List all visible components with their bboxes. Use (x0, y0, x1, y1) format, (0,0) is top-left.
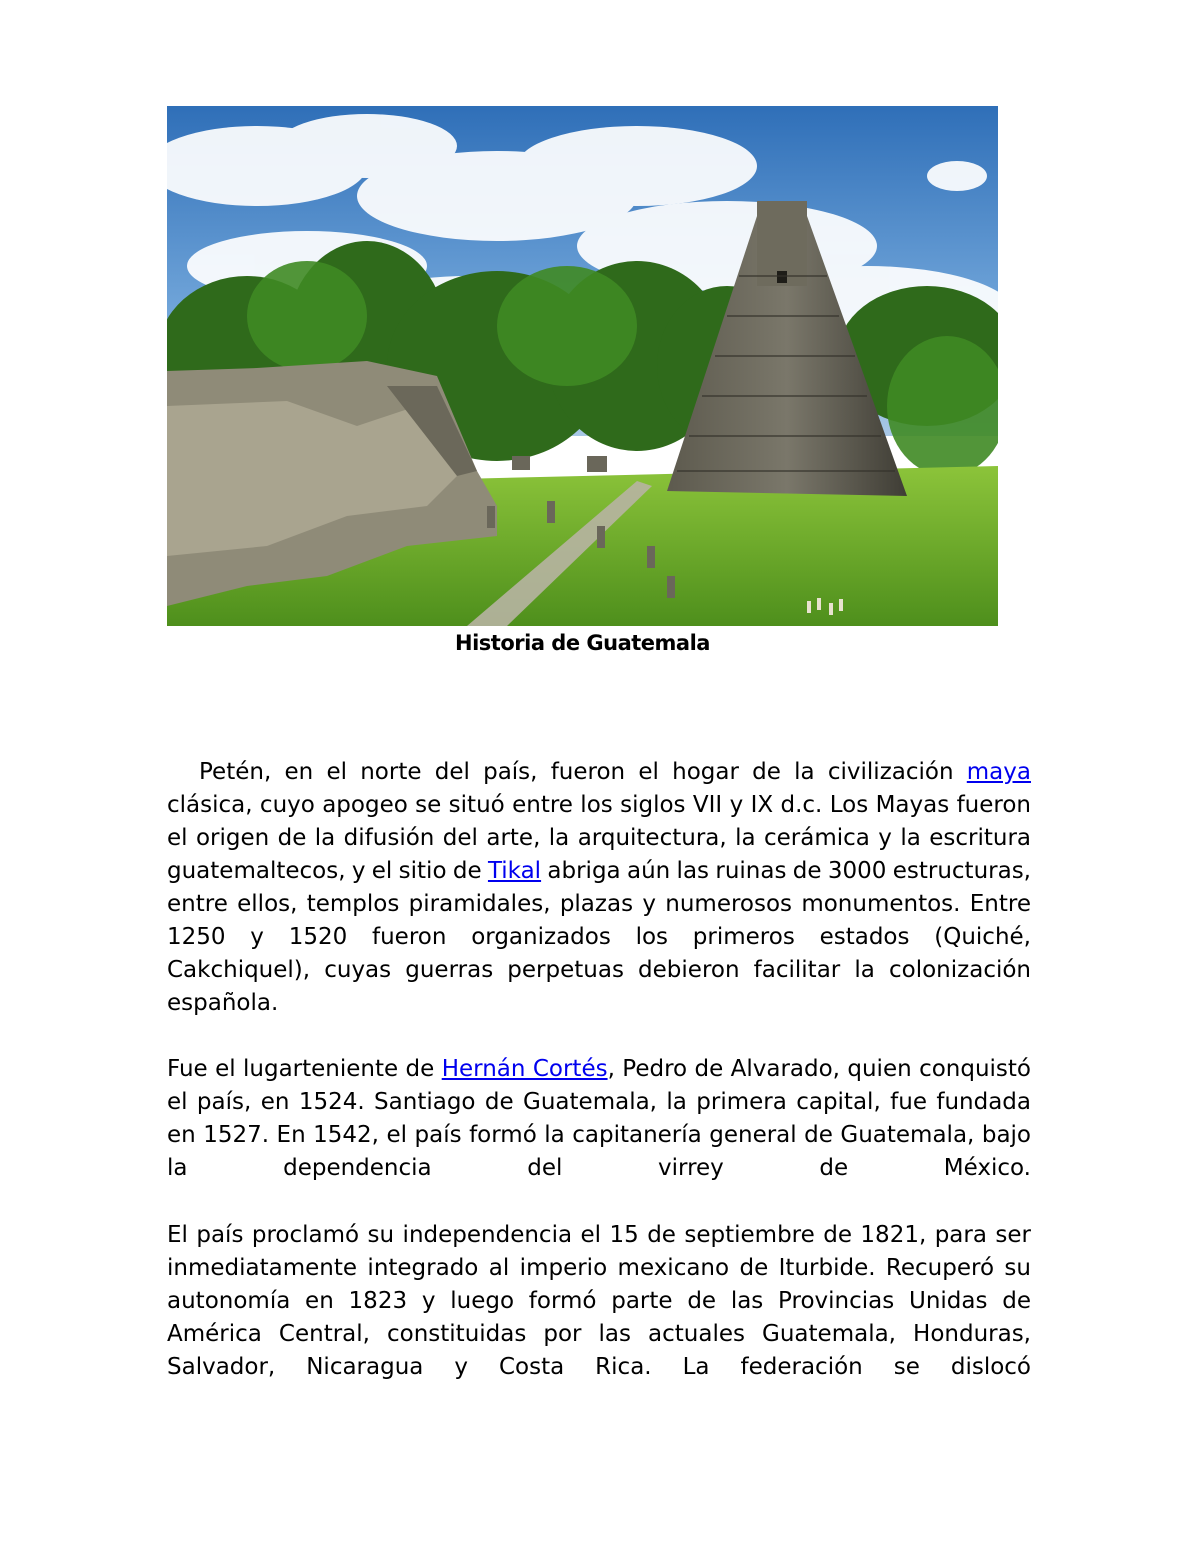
link-tikal[interactable]: Tikal (487, 858, 542, 884)
paragraph-3: El país proclamó su independencia el 15 de septiembre de 1821, para ser inmediatamente integrado al imperio mexicano de Iturbide. Recuperó su autonomía en 1823 y luego formó parte de las Provincias Unidas de América Central, constituidas por las actuales Guatemala, Honduras, Salvador, Nicaragua y Costa Rica. La federación se dislocó (167, 1222, 1031, 1380)
paragraph-2-text-b: , Pedro de Alvarado, quien conquistó el país, en 1524. Santiago de Guatemala, la primera capital, fue fundada en 1527. En 1542, el país formó la capitanería general de Guatemala, bajo la dependencia del virrey de México. (167, 1056, 1031, 1181)
tikal-photo (167, 106, 998, 626)
paragraph-2-text-a: Fue el lugarteniente de (167, 1056, 442, 1082)
paragraph-1 (167, 756, 1031, 1020)
image-caption: Historia de Guatemala (455, 631, 710, 655)
link-maya[interactable]: maya (966, 759, 1031, 785)
paragraph-2 (167, 1053, 1031, 1185)
paragraph-1-text-b: clásica, cuyo apogeo se situó entre los siglos VII y IX d.c. Los Mayas fueron el origen de la difusión del arte, la arquitectura, la cerámica y la escritura guatemaltecos, y el sitio de (167, 792, 1031, 884)
paragraph-1-text-c: abriga aún las ruinas de 3000 estructuras, entre ellos, templos piramidales, plazas y numerosos monumentos. Entre 1250 y 1520 fueron organizados los primeros estados (Quiché, Cakchiquel), cuyas guerras perpetuas debieron facilitar la colonización española. (167, 858, 1031, 1016)
link-hernan-cortes[interactable]: Hernán Cortés (441, 1056, 608, 1082)
paragraph-1-text-a: Petén, en el norte del país, fueron el hogar de la civilización (199, 759, 967, 785)
